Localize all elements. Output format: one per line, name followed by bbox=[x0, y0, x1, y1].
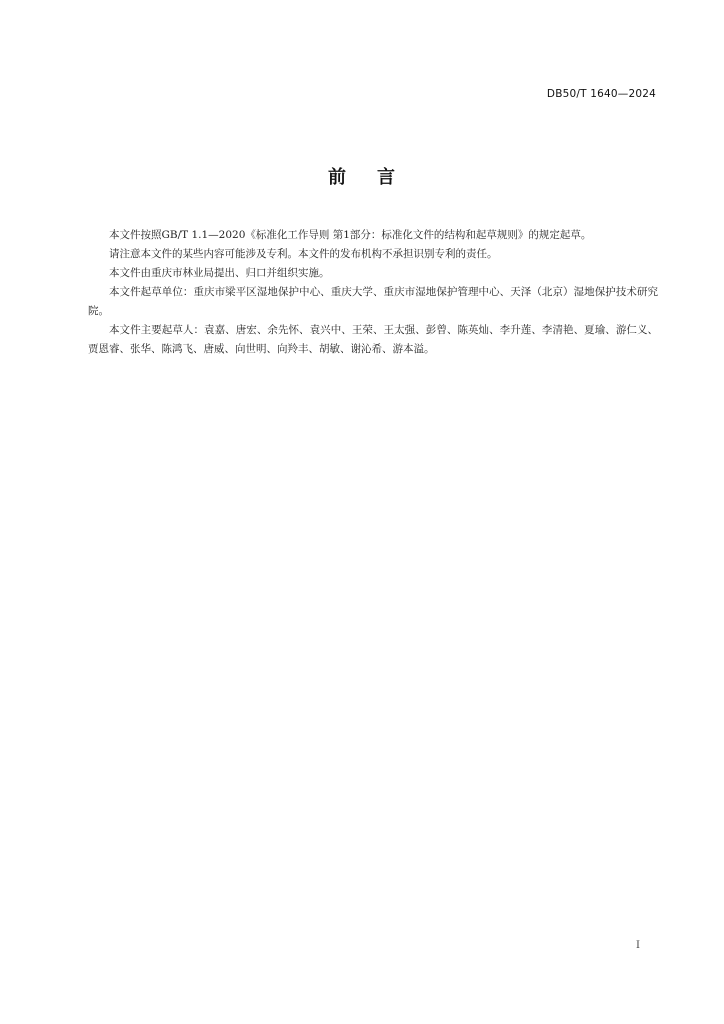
paragraph-drafting-units: 本文件起草单位：重庆市梁平区湿地保护中心、重庆大学、重庆市湿地保护管理中心、天泽（北京）湿地保护技术研究院。 bbox=[88, 286, 658, 317]
page-title bbox=[0, 163, 724, 189]
page-number: I bbox=[636, 940, 640, 951]
paragraph-patent-notice: 请注意本文件的某些内容可能涉及专利。本文件的发布机构不承担识别专利的责任。 bbox=[109, 248, 498, 260]
paragraph-drafting-rules: 本文件按照GB/T 1.1—2020《标准化工作导则 第1部分：标准化文件的结构和起草规则》的规定起草。 bbox=[109, 229, 592, 241]
title-char-right: 言 bbox=[377, 167, 396, 188]
title-char-left: 前 bbox=[328, 167, 347, 188]
paragraph-proposer: 本文件由重庆市林业局提出、归口并组织实施。 bbox=[109, 267, 330, 279]
foreword-body bbox=[88, 226, 658, 359]
document-code: DB50/T 1640—2024 bbox=[546, 88, 656, 100]
paragraph-drafters: 本文件主要起草人：袁嘉、唐宏、余先怀、袁兴中、王荣、王太强、彭曾、陈英灿、李升莲、李清艳、夏瑜、游仁义、贾恩睿、张华、陈鸿飞、唐威、向世明、向羚丰、胡敏、谢沁希、游本溢。 bbox=[88, 324, 658, 355]
